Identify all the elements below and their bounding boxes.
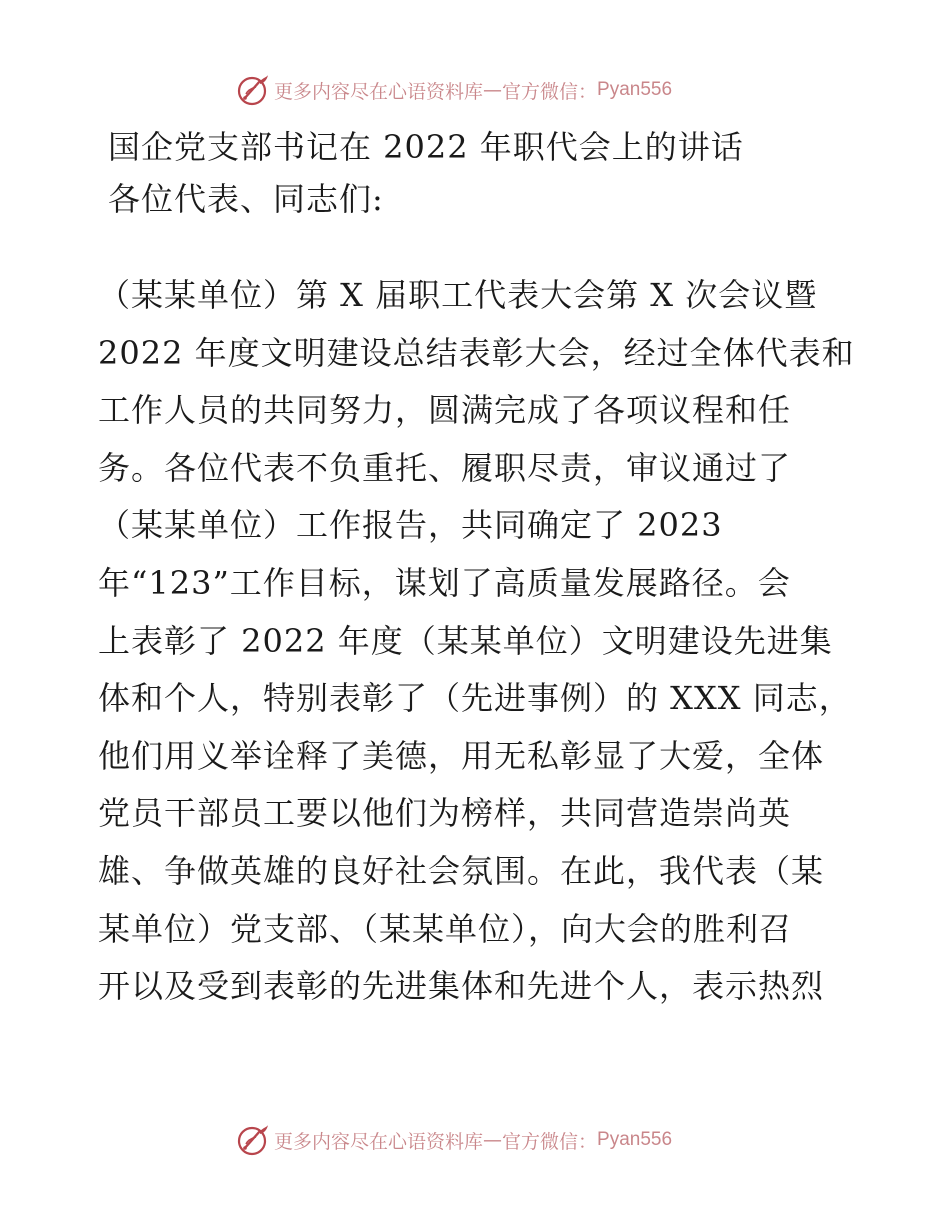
body-line: 务。各位代表不负重托、履职尽责，审议通过了	[98, 448, 792, 487]
body-paragraph	[98, 272, 878, 1021]
header-watermark	[234, 70, 672, 110]
watermark-text: 更多内容尽在心语资料库	[274, 1130, 484, 1153]
body-line: 某单位）党支部、（某某单位），向大会的胜利召	[98, 909, 793, 948]
body-line: 党员干部员工要以他们为榜样，共同营造崇尚英	[98, 794, 792, 833]
watermark-dash: —	[483, 79, 503, 101]
quill-logo-icon	[234, 1122, 270, 1158]
watermark-wechat-label: 官方微信：	[502, 80, 598, 103]
body-line: 雄、争做英雄的良好社会氛围。在此，我代表（某	[98, 851, 825, 890]
body-line: 体和个人，特别表彰了（先进事例）的 XXX 同志，	[98, 679, 852, 718]
watermark-wechat-id: Pyan556	[597, 79, 673, 100]
footer-watermark	[234, 1120, 672, 1160]
body-line: 上表彰了 2022 年度（某某单位）文明建设先进集	[98, 621, 833, 660]
body-line: 他们用义举诠释了美德，用无私彰显了大爱，全体	[98, 736, 825, 775]
body-line: 工作人员的共同努力，圆满完成了各项议程和任	[98, 391, 792, 430]
watermark-dash: —	[483, 1129, 503, 1151]
document-title: 国企党支部书记在 2022 年职代会上的讲话	[108, 128, 744, 166]
body-line: 2022 年度文明建设总结表彰大会，经过全体代表和	[98, 333, 855, 372]
body-line: （某某单位）第 X 届职工代表大会第 X 次会议暨	[98, 276, 818, 314]
body-line: 年“123”工作目标，谋划了高质量发展路径。会	[98, 563, 791, 602]
body-line: （某某单位）工作报告，共同确定了 2023	[98, 506, 723, 545]
body-line: 开以及受到表彰的先进集体和先进个人，表示热烈	[98, 967, 825, 1006]
watermark-text: 更多内容尽在心语资料库	[274, 80, 484, 103]
quill-logo-icon	[234, 72, 270, 108]
watermark-wechat-label: 官方微信：	[502, 1130, 598, 1153]
salutation: 各位代表、同志们:	[108, 180, 384, 218]
watermark-wechat-id: Pyan556	[597, 1129, 673, 1150]
